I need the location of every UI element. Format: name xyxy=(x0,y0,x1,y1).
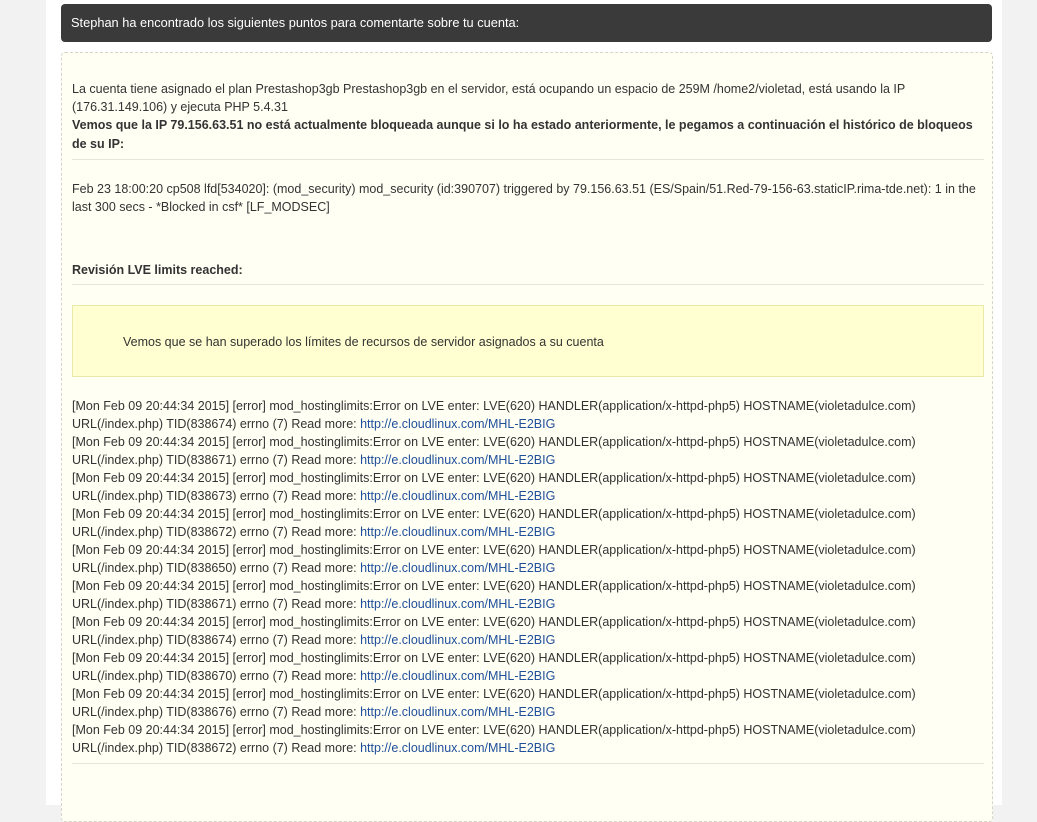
lve-log-tid: 838672 xyxy=(190,741,233,755)
lve-log-tid: 838650 xyxy=(190,561,233,575)
lve-log-prefix: [Mon Feb 09 20:44:34 2015] [error] mod_hostinglimits:Error on LVE enter: LVE(620) HANDLER(application/x-httpd-php5) HOSTNAME(violetadulce.com) URL(/index.php) TID( xyxy=(72,435,916,467)
lve-log-prefix: [Mon Feb 09 20:44:34 2015] [error] mod_hostinglimits:Error on LVE enter: LVE(620) HANDLER(application/x-httpd-php5) HOSTNAME(violetadulce.com) URL(/index.php) TID( xyxy=(72,471,916,503)
cloudlinux-read-more-link[interactable]: http://e.cloudlinux.com/MHL-E2BIG xyxy=(360,741,556,755)
cloudlinux-read-more-link[interactable]: http://e.cloudlinux.com/MHL-E2BIG xyxy=(360,597,556,611)
cloudlinux-read-more-link[interactable]: http://e.cloudlinux.com/MHL-E2BIG xyxy=(360,417,556,431)
lve-log-tid: 838676 xyxy=(190,705,233,719)
lve-log-tid: 838671 xyxy=(190,453,233,467)
lve-log-prefix: [Mon Feb 09 20:44:34 2015] [error] mod_hostinglimits:Error on LVE enter: LVE(620) HANDLER(application/x-httpd-php5) HOSTNAME(violetadulce.com) URL(/index.php) TID( xyxy=(72,651,916,683)
notice-header xyxy=(61,4,992,42)
lve-log-prefix: [Mon Feb 09 20:44:34 2015] [error] mod_hostinglimits:Error on LVE enter: LVE(620) HANDLER(application/x-httpd-php5) HOSTNAME(violetadulce.com) URL(/index.php) TID( xyxy=(72,507,916,539)
lve-log-prefix: [Mon Feb 09 20:44:34 2015] [error] mod_hostinglimits:Error on LVE enter: LVE(620) HANDLER(application/x-httpd-php5) HOSTNAME(violetadulce.com) URL(/index.php) TID( xyxy=(72,687,916,719)
lve-log-tid: 838674 xyxy=(190,417,233,431)
notice-content xyxy=(72,80,984,764)
divider xyxy=(72,763,984,764)
account-summary: La cuenta tiene asignado el plan Prestashop3gb Prestashop3gb en el servidor, está ocupando un espacio de 259M /home2/violetad, está usando la IP (176.31.149.106) y ejecuta PHP 5.4.31 xyxy=(72,82,905,114)
lve-log-prefix: [Mon Feb 09 20:44:34 2015] [error] mod_hostinglimits:Error on LVE enter: LVE(620) HANDLER(application/x-httpd-php5) HOSTNAME(violetadulce.com) URL(/index.php) TID( xyxy=(72,615,916,647)
lve-limits-alert xyxy=(72,305,984,377)
lve-log-entry xyxy=(72,397,984,433)
lve-log-tid: 838671 xyxy=(190,597,233,611)
lve-log-suffix: ) errno (7) Read more: xyxy=(232,489,361,503)
divider xyxy=(72,159,984,160)
lve-log-suffix: ) errno (7) Read more: xyxy=(232,597,361,611)
notice-header-title: Stephan ha encontrado los siguientes puntos para comentarte sobre tu cuenta: xyxy=(71,15,520,30)
lve-log-suffix: ) errno (7) Read more: xyxy=(232,453,361,467)
lve-section-title: Revisión LVE limits reached: xyxy=(72,263,243,277)
lve-log-tid: 838673 xyxy=(190,489,233,503)
ip-block-notice: Vemos que la IP 79.156.63.51 no está actualmente bloqueada aunque si lo ha estado anteriormente, le pegamos a continuación el histórico de bloqueos de su IP: xyxy=(72,118,973,151)
lve-log-suffix: ) errno (7) Read more: xyxy=(232,417,361,431)
lve-log-entry xyxy=(72,613,984,649)
lve-log-entry xyxy=(72,433,984,469)
lve-log-entry xyxy=(72,649,984,685)
cloudlinux-read-more-link[interactable]: http://e.cloudlinux.com/MHL-E2BIG xyxy=(360,453,556,467)
lve-log-tid: 838670 xyxy=(190,669,233,683)
lve-log-tid: 838674 xyxy=(190,633,233,647)
lve-limits-alert-text: Vemos que se han superado los límites de recursos de servidor asignados a su cuenta xyxy=(123,335,604,349)
lve-log-prefix: [Mon Feb 09 20:44:34 2015] [error] mod_hostinglimits:Error on LVE enter: LVE(620) HANDLER(application/x-httpd-php5) HOSTNAME(violetadulce.com) URL(/index.php) TID( xyxy=(72,543,916,575)
lve-log-tid: 838672 xyxy=(190,525,233,539)
lve-log-suffix: ) errno (7) Read more: xyxy=(232,525,361,539)
lve-log-prefix: [Mon Feb 09 20:44:34 2015] [error] mod_hostinglimits:Error on LVE enter: LVE(620) HANDLER(application/x-httpd-php5) HOSTNAME(violetadulce.com) URL(/index.php) TID( xyxy=(72,399,916,431)
divider xyxy=(72,284,984,285)
lve-log-suffix: ) errno (7) Read more: xyxy=(232,741,361,755)
block-history-entry: Feb 23 18:00:20 cp508 lfd[534020]: (mod_security) mod_security (id:390707) triggered by 79.156.63.51 (ES/Spain/51.Red-79-156-63.staticIP.rima-tde.net): 1 in the last 300 secs - *Blocked in csf* [LF_MODSEC] xyxy=(72,182,976,214)
cloudlinux-read-more-link[interactable]: http://e.cloudlinux.com/MHL-E2BIG xyxy=(360,561,556,575)
lve-log-suffix: ) errno (7) Read more: xyxy=(232,669,361,683)
lve-log-entry xyxy=(72,469,984,505)
cloudlinux-read-more-link[interactable]: http://e.cloudlinux.com/MHL-E2BIG xyxy=(360,633,556,647)
lve-log-suffix: ) errno (7) Read more: xyxy=(232,561,361,575)
account-intro xyxy=(72,80,984,154)
lve-log-entry xyxy=(72,721,984,757)
lve-log-prefix: [Mon Feb 09 20:44:34 2015] [error] mod_hostinglimits:Error on LVE enter: LVE(620) HANDLER(application/x-httpd-php5) HOSTNAME(violetadulce.com) URL(/index.php) TID( xyxy=(72,579,916,611)
cloudlinux-read-more-link[interactable]: http://e.cloudlinux.com/MHL-E2BIG xyxy=(360,489,556,503)
lve-log-suffix: ) errno (7) Read more: xyxy=(232,705,361,719)
lve-log-prefix: [Mon Feb 09 20:44:34 2015] [error] mod_hostinglimits:Error on LVE enter: LVE(620) HANDLER(application/x-httpd-php5) HOSTNAME(violetadulce.com) URL(/index.php) TID( xyxy=(72,723,916,755)
lve-error-log xyxy=(72,397,984,757)
cloudlinux-read-more-link[interactable]: http://e.cloudlinux.com/MHL-E2BIG xyxy=(360,669,556,683)
cloudlinux-read-more-link[interactable]: http://e.cloudlinux.com/MHL-E2BIG xyxy=(360,525,556,539)
lve-log-entry xyxy=(72,505,984,541)
cloudlinux-read-more-link[interactable]: http://e.cloudlinux.com/MHL-E2BIG xyxy=(360,705,556,719)
lve-log-entry xyxy=(72,541,984,577)
lve-log-entry xyxy=(72,577,984,613)
lve-log-suffix: ) errno (7) Read more: xyxy=(232,633,361,647)
lve-log-entry xyxy=(72,685,984,721)
